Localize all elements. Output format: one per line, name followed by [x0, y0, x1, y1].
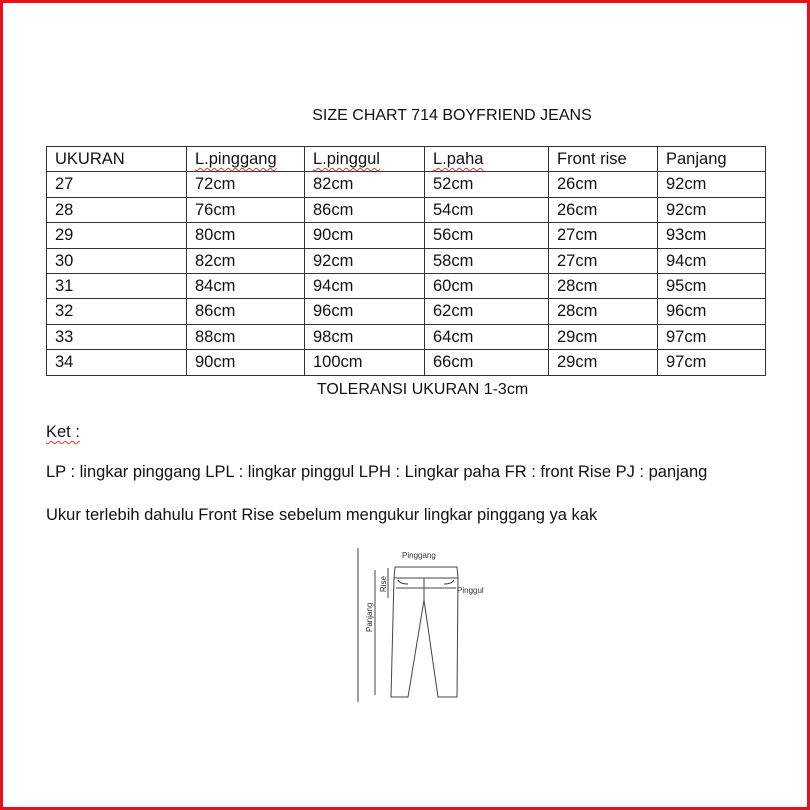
- table-cell: 94cm: [658, 248, 766, 273]
- table-cell: 82cm: [305, 172, 425, 197]
- table-cell: 29cm: [549, 350, 658, 375]
- table-cell: 56cm: [425, 223, 549, 248]
- table-cell: 27: [47, 172, 187, 197]
- header-cell: L.pinggul: [305, 147, 425, 172]
- table-cell: 32: [47, 299, 187, 324]
- table-row: [47, 197, 766, 222]
- table-cell: 80cm: [187, 223, 305, 248]
- header-cell: Panjang: [658, 147, 766, 172]
- table-cell: 90cm: [305, 223, 425, 248]
- table-cell: 64cm: [425, 324, 549, 349]
- page-title: SIZE CHART 714 BOYFRIEND JEANS: [312, 107, 592, 124]
- table-cell: 29: [47, 223, 187, 248]
- table-row: [47, 299, 766, 324]
- table-cell: 29cm: [549, 324, 658, 349]
- header-cell: L.pinggang: [187, 147, 305, 172]
- table-cell: 30: [47, 248, 187, 273]
- table-cell: 27cm: [549, 223, 658, 248]
- table-cell: 31: [47, 273, 187, 298]
- table-cell: 52cm: [425, 172, 549, 197]
- rise-label: Rise: [379, 575, 388, 592]
- table-cell: 60cm: [425, 273, 549, 298]
- table-row: [47, 350, 766, 375]
- table-cell: 96cm: [658, 299, 766, 324]
- table-cell: 97cm: [658, 324, 766, 349]
- table-cell: 27cm: [549, 248, 658, 273]
- table-cell: 28: [47, 197, 187, 222]
- measure-note: Ukur terlebih dahulu Front Rise sebelum mengukur lingkar pinggang ya kak: [46, 506, 598, 524]
- table-cell: 97cm: [658, 350, 766, 375]
- table-cell: 26cm: [549, 197, 658, 222]
- pinggul-label: Pinggul: [457, 586, 484, 595]
- header-cell: L.paha: [425, 147, 549, 172]
- table-cell: 26cm: [549, 172, 658, 197]
- header-cell: Front rise: [549, 147, 658, 172]
- table-cell: 82cm: [187, 248, 305, 273]
- table-cell: 98cm: [305, 324, 425, 349]
- header-cell: UKURAN: [47, 147, 187, 172]
- table-header-row: [47, 147, 766, 172]
- table-cell: 96cm: [305, 299, 425, 324]
- table-cell: 76cm: [187, 197, 305, 222]
- table-cell: 34: [47, 350, 187, 375]
- table-cell: 66cm: [425, 350, 549, 375]
- table-cell: 84cm: [187, 273, 305, 298]
- table-cell: 90cm: [187, 350, 305, 375]
- table-row: [47, 273, 766, 298]
- table-cell: 92cm: [658, 172, 766, 197]
- legend-text: LP : lingkar pinggang LPL : lingkar pinggul LPH : Lingkar paha FR : front Rise PJ : panjang: [46, 463, 708, 481]
- table-cell: 54cm: [425, 197, 549, 222]
- table-cell: 92cm: [658, 197, 766, 222]
- table-cell: 28cm: [549, 299, 658, 324]
- jeans-diagram: [340, 540, 500, 710]
- table-cell: 28cm: [549, 273, 658, 298]
- table-cell: 92cm: [305, 248, 425, 273]
- table-cell: 100cm: [305, 350, 425, 375]
- table-cell: 88cm: [187, 324, 305, 349]
- table-cell: 95cm: [658, 273, 766, 298]
- panjang-label: Panjang: [365, 602, 374, 632]
- table-cell: 33: [47, 324, 187, 349]
- table-row: [47, 223, 766, 248]
- size-table: [46, 146, 766, 376]
- table-cell: 58cm: [425, 248, 549, 273]
- tolerance-note: TOLERANSI UKURAN 1-3cm: [316, 381, 529, 398]
- table-cell: 94cm: [305, 273, 425, 298]
- table-cell: 72cm: [187, 172, 305, 197]
- table-row: [47, 172, 766, 197]
- table-cell: 86cm: [187, 299, 305, 324]
- table-cell: 86cm: [305, 197, 425, 222]
- table-cell: 62cm: [425, 299, 549, 324]
- table-row: [47, 324, 766, 349]
- table-cell: 93cm: [658, 223, 766, 248]
- ket-label: Ket :: [46, 423, 80, 441]
- table-row: [47, 248, 766, 273]
- pinggang-label: Pinggang: [402, 551, 436, 560]
